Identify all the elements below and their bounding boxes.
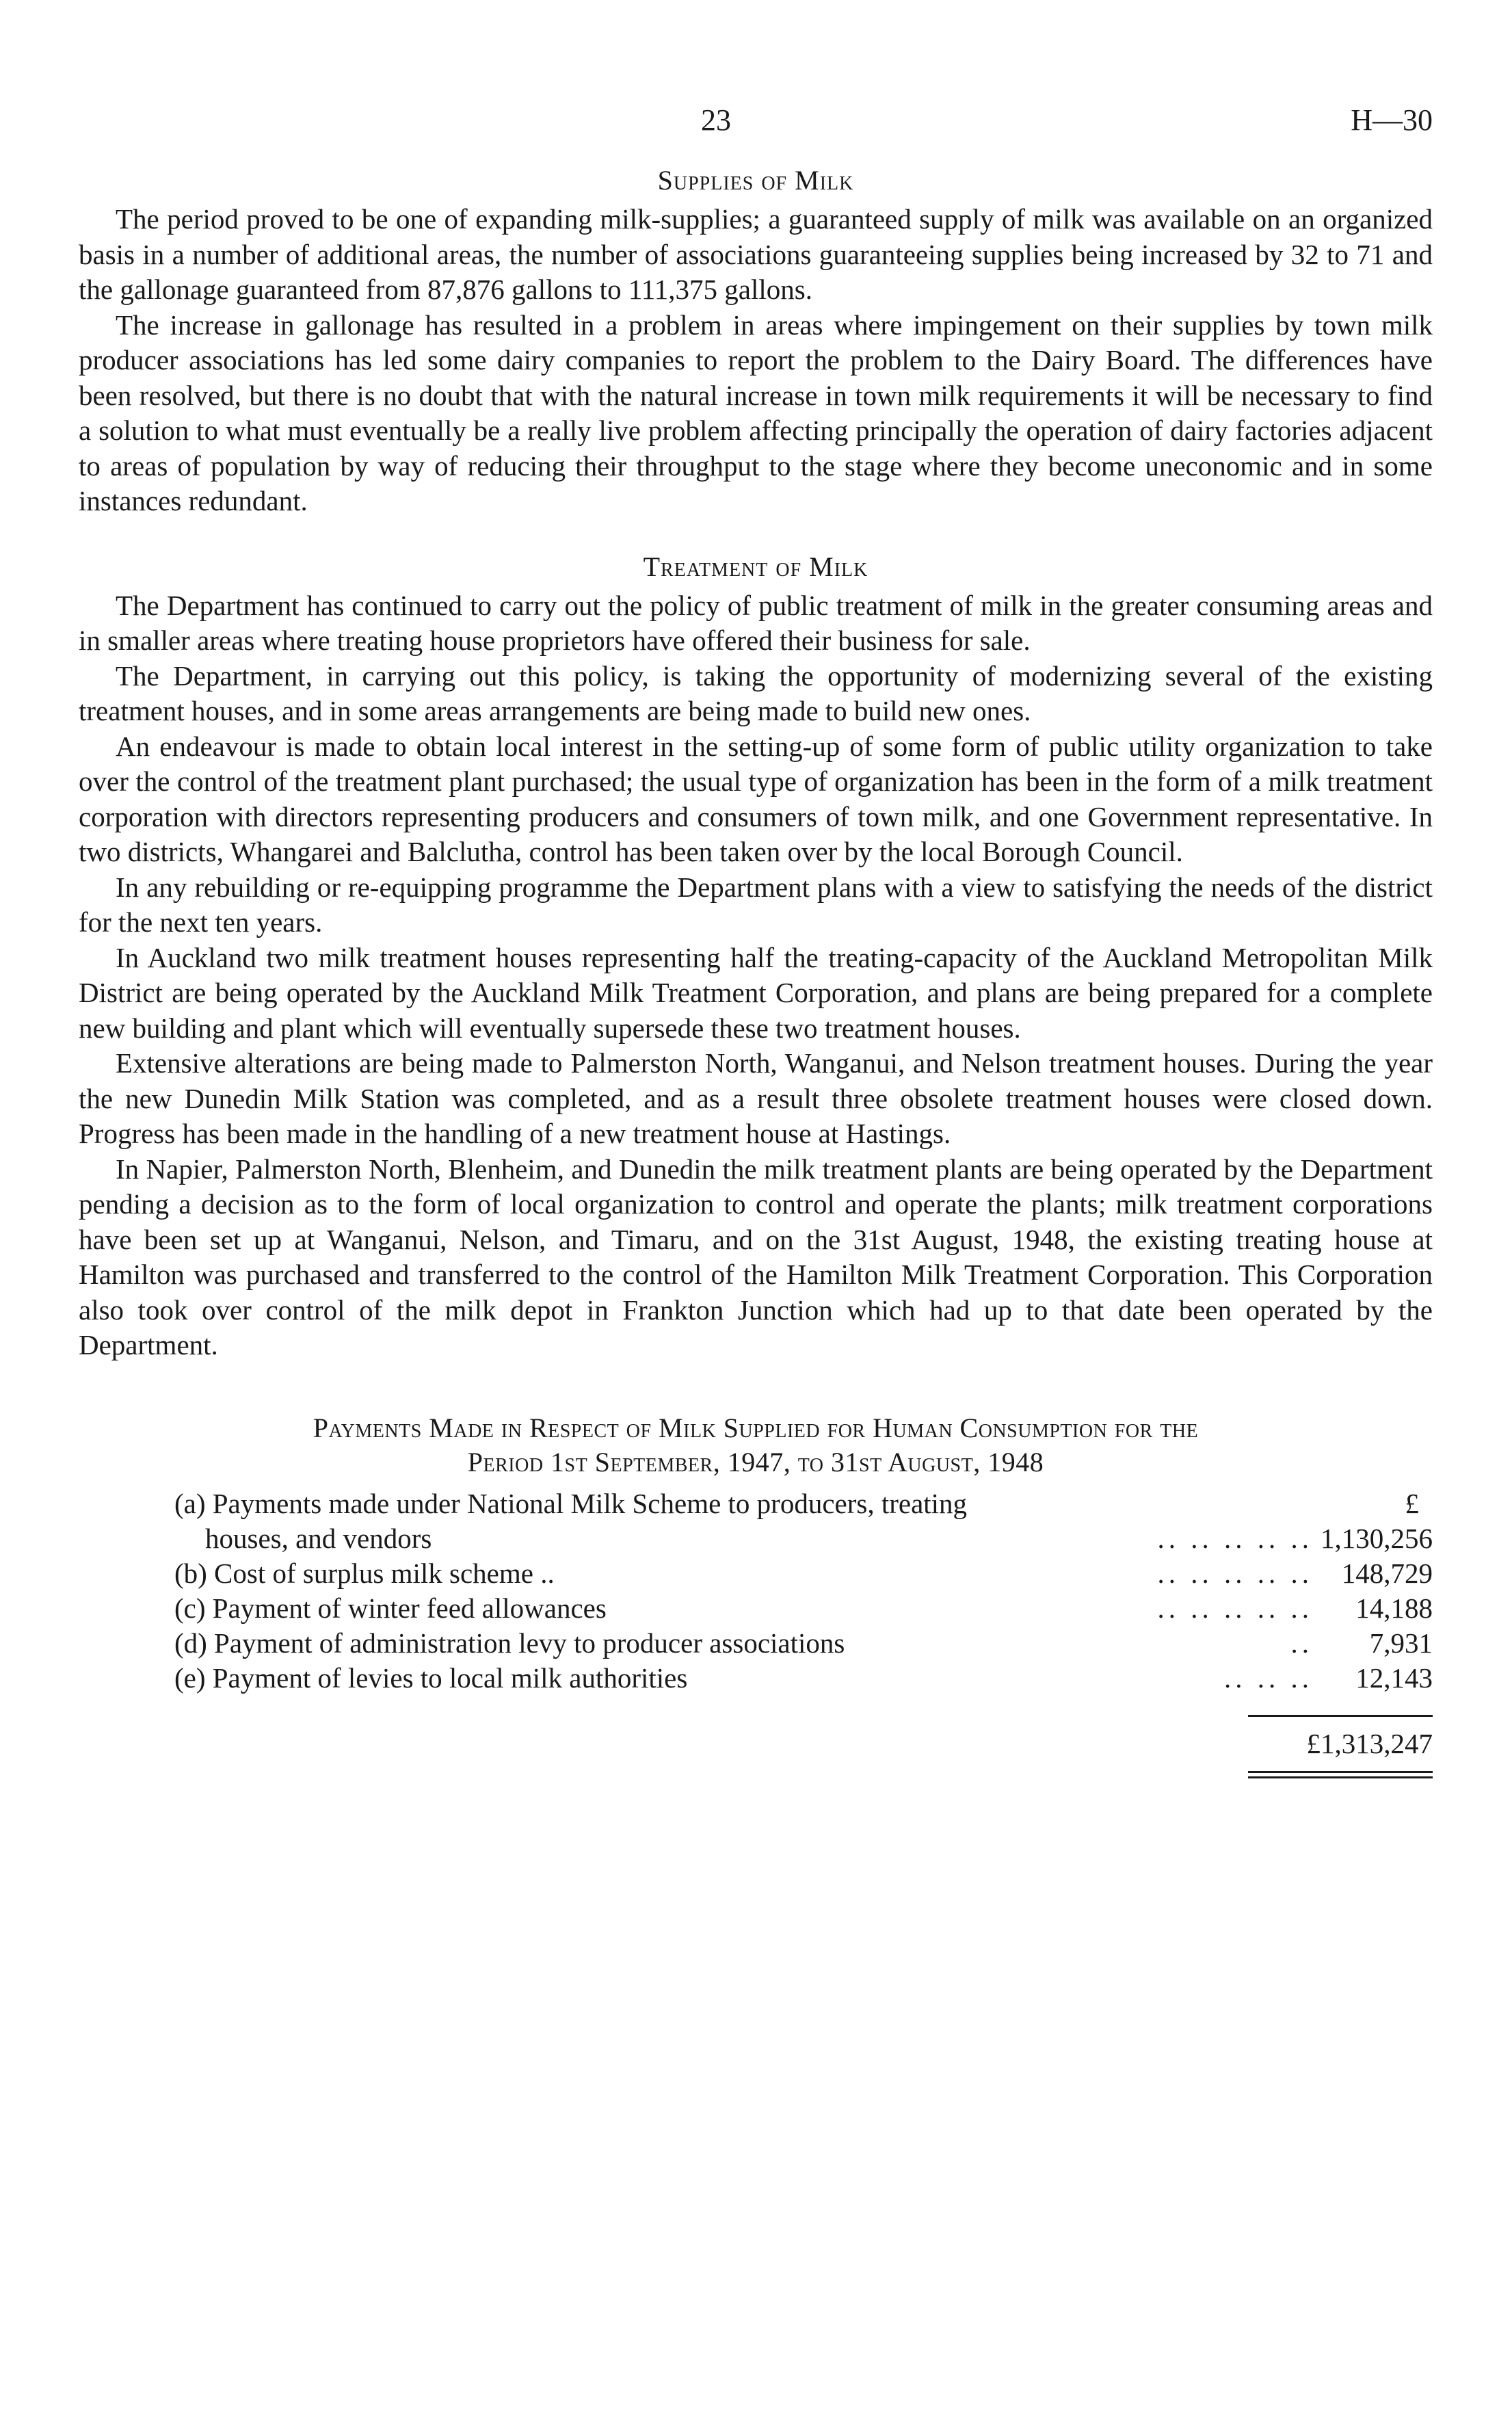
payments-row-d (174, 1626, 1433, 1661)
total-amount: £1,313,247 (1306, 1727, 1433, 1759)
paragraph: The Department, in carrying out this policy, is taking the opportunity of modernizing several of the existing treatment houses, and in some areas arrangements are being made to build new ones. (79, 659, 1433, 726)
payment-label: (b) Cost of surplus milk scheme .. (174, 1557, 555, 1589)
paragraph: An endeavour is made to obtain local interest in the setting-up of some form of public utility organization to take over the control of the treatment plant purchased; the usual type of organization has been in the form of a milk treatment corporation with directors representing producers and consumers of town milk, and one Government representative. In two districts, Whangarei and Balclutha, control has been taken over by the local Borough Council. (79, 730, 1433, 867)
dot-leader: .. .. .. .. .. (1157, 1592, 1313, 1624)
payment-amount: 148,729 (1341, 1557, 1433, 1589)
payments-title (79, 1411, 1433, 1480)
payments-row-e (174, 1661, 1433, 1696)
paragraph: In Auckland two milk treatment houses representing half the treating-capacity of the Auckland Metropolitan Milk District are being operated by the Auckland Milk Treatment Corporation, and plans are being prepared for a complete new building and plant which will eventually supersede these two treatment houses. (79, 941, 1433, 1044)
page-header (79, 103, 1433, 164)
page-reference: H—30 (1351, 103, 1433, 137)
page-number: 23 (701, 103, 731, 137)
payment-label: (c) Payment of winter feed allowances (174, 1592, 607, 1624)
section-heading-supplies: Supplies of Milk (657, 165, 854, 196)
payments-title-line2: Period 1st September, 1947, to 31st August, 1948 (467, 1446, 1044, 1477)
paragraph: The Department has continued to carry out the policy of public treatment of milk in the greater consuming areas and in smaller areas where treating house proprietors have offered their business for sale. (79, 589, 1433, 656)
payments-table (174, 1486, 1433, 1696)
payment-amount: 14,188 (1355, 1592, 1433, 1624)
payment-label: (a) Payments made under National Milk Scheme to producers, treating (174, 1487, 968, 1519)
section-supplies (79, 164, 1433, 519)
payments-row-b (174, 1556, 1433, 1591)
currency-symbol: £ (1405, 1487, 1419, 1519)
payment-amount: 7,931 (1369, 1627, 1433, 1659)
document-page (79, 103, 1433, 1790)
dot-leader: .. (1290, 1627, 1313, 1659)
payments-title-line1: Payments Made in Respect of Milk Supplied for Human Consumption for the (313, 1412, 1199, 1443)
payment-amount: 12,143 (1355, 1661, 1433, 1694)
payments-row-a-cont (174, 1521, 1433, 1556)
section-treatment (79, 551, 1433, 1363)
total-double-rule (1248, 1771, 1433, 1773)
paragraph: In any rebuilding or re-equipping programme the Department plans with a view to satisfying the needs of the district for the next ten years. (79, 871, 1433, 938)
payments-row-c (174, 1591, 1433, 1626)
paragraph: Extensive alterations are being made to Palmerston North, Wanganui, and Nelson treatment houses. During the year the new Dunedin Milk Station was completed, and as a result three obsolete treatment houses were closed down. Progress has been made in the handling of a new treatment house at Hastings. (79, 1047, 1433, 1149)
dot-leader: .. .. .. (1224, 1661, 1313, 1694)
payments-total (79, 1715, 1433, 1790)
section-heading-treatment: Treatment of Milk (643, 551, 868, 582)
dot-leader: .. .. .. .. .. (1157, 1522, 1313, 1554)
total-rule (1248, 1715, 1433, 1717)
payment-amount: 1,130,256 (1321, 1522, 1433, 1554)
payment-label: (e) Payment of levies to local milk authorities (174, 1661, 688, 1694)
paragraph: The period proved to be one of expanding milk-supplies; a guaranteed supply of milk was available on an organized basis in a number of additional areas, the number of associations guaranteeing supplies being increased by 32 to 71 and the gallonage guaranteed from 87,876 gallons to 111,375 gallons. (79, 203, 1433, 305)
total-double-rule (1248, 1776, 1433, 1778)
paragraph: In Napier, Palmerston North, Blenheim, and Dunedin the milk treatment plants are being operated by the Department pending a decision as to the form of local organization to control and operate the plants; milk treatment corporations have been set up at Wanganui, Nelson, and Timaru, and on the 31st August, 1948, the existing treating house at Hamilton was purchased and transferred to the control of the Hamilton Milk Treatment Corporation. This Corporation also took over control of the milk depot in Frankton Junction which had up to that date been operated by the Department. (79, 1153, 1433, 1361)
payments-row-a (174, 1486, 1433, 1521)
payment-label: (d) Payment of administration levy to producer associations (174, 1627, 845, 1659)
dot-leader: .. .. .. .. .. (1157, 1557, 1313, 1589)
payment-label: houses, and vendors (205, 1522, 432, 1554)
paragraph: The increase in gallonage has resulted in a problem in areas where impingement on their supplies by town milk producer associations has led some dairy companies to report the problem to the Dairy Board. The differences have been resolved, but there is no doubt that with the natural increase in town milk requirements it will be necessary to find a solution to what must eventually be a really live problem affecting principally the operation of dairy factories adjacent to areas of population by way of reducing their throughput to the stage where they become uneconomic and in some instances redundant. (79, 308, 1433, 516)
